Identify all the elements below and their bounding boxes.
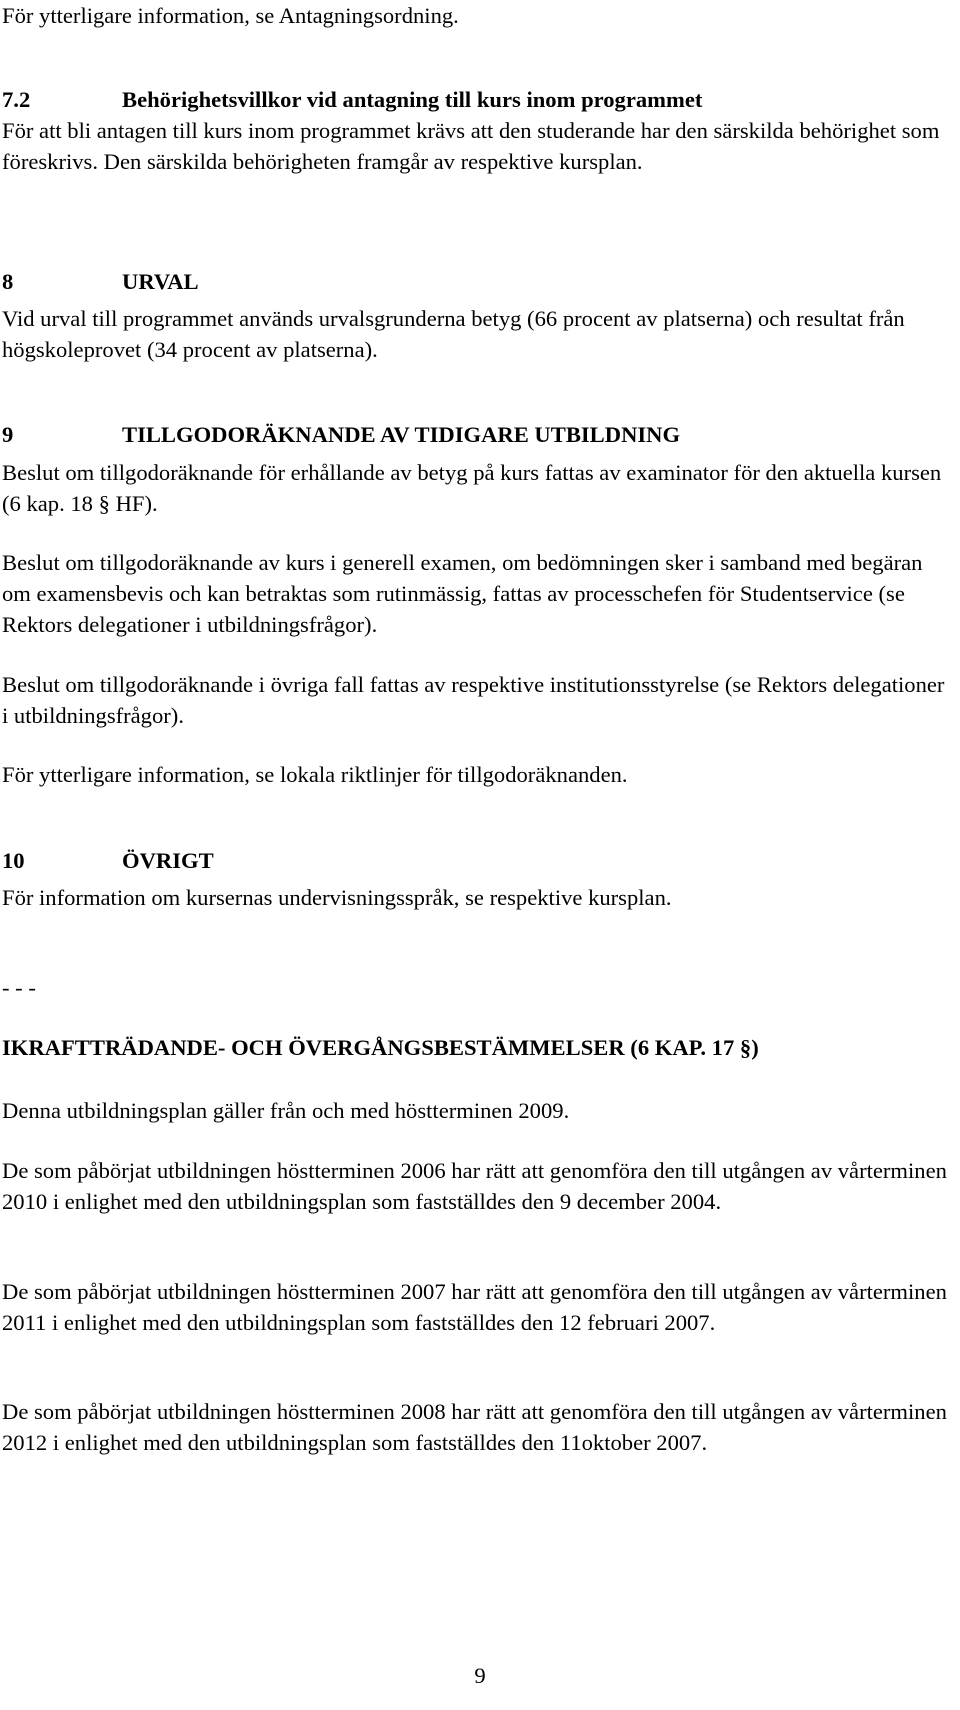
section-title: TILLGODORÄKNANDE AV TIDIGARE UTBILDNING [122, 422, 681, 447]
ikraft-paragraph-3: De som påbörjat utbildningen höstterminen 2007 har rätt att genomföra den till utgången av vårterminen 2011 i enlighet med den utbildningsplan som fastställdes den 12 februari 2007. [2, 1279, 947, 1335]
section-title: ÖVRIGT [122, 848, 214, 873]
section-9-paragraph-2: Beslut om tillgodoräknande av kurs i generell examen, om bedömningen sker i samband med begäran om examensbevis och kan betraktas som rutinmässig, fattas av processchefen för Studentservice (se Rektors delegationer i utbildningsfrågor). [2, 550, 923, 637]
ikraft-paragraph-2: De som påbörjat utbildningen höstterminen 2006 har rätt att genomföra den till utgången av vårterminen 2010 i enlighet med den utbildningsplan som fastställdes den 9 december 2004. [2, 1158, 947, 1214]
ikraft-heading: IKRAFTTRÄDANDE- OCH ÖVERGÅNGSBESTÄMMELSER (6 KAP. 17 §) [2, 1035, 759, 1060]
section-number: 8 [2, 269, 14, 294]
ikraft-paragraph-1: Denna utbildningsplan gäller från och med höstterminen 2009. [2, 1098, 570, 1123]
section-9-paragraph-3: Beslut om tillgodoräknande i övriga fall fattas av respektive institutionsstyrelse (se Rektors delegationer i utbildningsfrågor). [2, 672, 945, 728]
section-number: 9 [2, 422, 14, 447]
section-number: 7.2 [2, 87, 31, 112]
section-title: Behörighetsvillkor vid antagning till kurs inom programmet [122, 87, 703, 112]
section-8-heading [2, 266, 952, 297]
section-title: URVAL [122, 269, 199, 294]
section-9-paragraph-1: Beslut om tillgodoräknande för erhållande av betyg på kurs fattas av examinator för den aktuella kursen (6 kap. 18 § HF). [2, 460, 942, 516]
intro-text: För ytterligare information, se Antagningsordning. [2, 3, 459, 28]
separator-text: - - - [2, 975, 36, 1000]
section-7-2-text: För att bli antagen till kurs inom programmet krävs att den studerande har den särskilda behörighet som föreskrivs. Den särskilda behörigheten framgår av respektive kursplan. [2, 118, 940, 174]
section-number: 10 [2, 848, 25, 873]
section-9-paragraph-4: För ytterligare information, se lokala riktlinjer för tillgodoräknanden. [2, 762, 628, 787]
section-8-text: Vid urval till programmet används urvalsgrunderna betyg (66 procent av platserna) och resultat från högskoleprovet (34 procent av platserna). [2, 306, 905, 362]
ikraft-paragraph-4: De som påbörjat utbildningen höstterminen 2008 har rätt att genomföra den till utgången av vårterminen 2012 i enlighet med den utbildningsplan som fastställdes den 11oktober 2007. [2, 1399, 947, 1455]
section-10-text: För information om kursernas undervisningsspråk, se respektive kursplan. [2, 885, 672, 910]
page-number: 9 [474, 1663, 486, 1688]
section-9-heading [2, 419, 952, 450]
section-10-heading [2, 845, 952, 876]
section-7-2-heading [2, 84, 952, 115]
